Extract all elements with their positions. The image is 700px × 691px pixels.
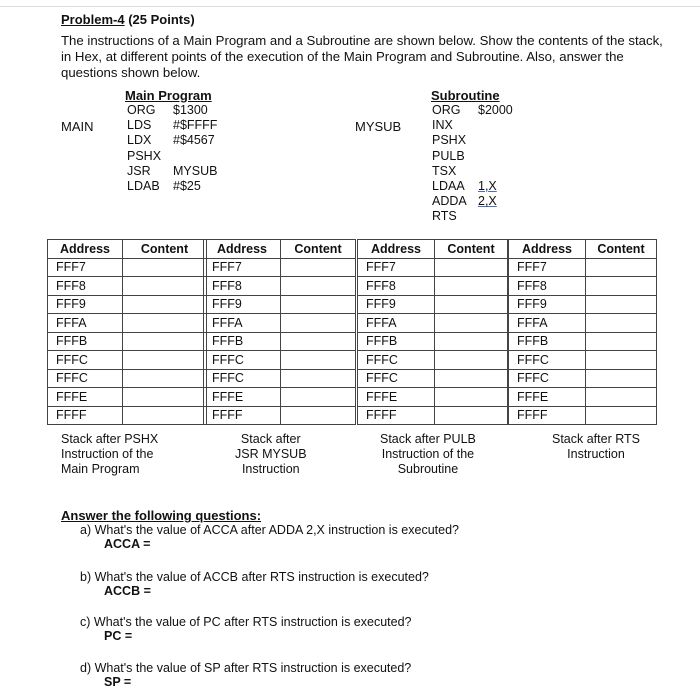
stack-table (47, 239, 207, 425)
table-row (509, 369, 657, 388)
subroutine-code (432, 103, 513, 225)
content-header: Content (435, 240, 508, 259)
answer-field[interactable]: PC = (104, 629, 133, 643)
content-cell[interactable] (586, 295, 657, 314)
address-cell: FFFA (48, 314, 123, 333)
table-row (204, 314, 356, 333)
address-cell: FFF7 (48, 258, 123, 277)
question-letter: c) (80, 615, 94, 629)
content-cell[interactable] (281, 258, 356, 277)
code-line (127, 179, 217, 194)
code-line (127, 149, 217, 164)
table-row (48, 369, 207, 388)
caption-line: Stack after (240, 432, 301, 446)
table-caption (235, 432, 307, 477)
caption-line: Instruction of the (61, 447, 154, 461)
table-row (48, 332, 207, 351)
address-cell: FFFF (48, 406, 123, 425)
opcode: ORG (127, 103, 156, 117)
opcode: ADDA (432, 194, 467, 209)
address-cell: FFFA (204, 314, 281, 333)
answer-field[interactable]: SP = (104, 675, 132, 689)
address-cell: FFFC (48, 369, 123, 388)
opcode: LDX (127, 133, 152, 148)
address-cell: FFF9 (204, 295, 281, 314)
table-row (358, 258, 508, 277)
content-cell[interactable] (586, 369, 657, 388)
operand: #$4567 (173, 133, 215, 148)
subroutine-label: MYSUB (355, 119, 402, 134)
content-cell[interactable] (435, 332, 508, 351)
address-header: Address (509, 240, 586, 259)
address-cell: FFFE (509, 388, 586, 407)
table-row (509, 314, 657, 333)
content-cell[interactable] (435, 351, 508, 370)
code-line (127, 133, 217, 148)
table-row (358, 388, 508, 407)
content-cell[interactable] (435, 369, 508, 388)
caption-line: Stack after PSHX (61, 432, 159, 446)
table-row (358, 406, 508, 425)
content-cell[interactable] (123, 277, 207, 296)
address-cell: FFFE (204, 388, 281, 407)
address-cell: FFFC (509, 351, 586, 370)
operand: #$FFFF (173, 118, 218, 133)
address-cell: FFFC (509, 369, 586, 388)
content-cell[interactable] (435, 388, 508, 407)
stack-table (357, 239, 508, 425)
opcode: PSHX (432, 133, 467, 148)
address-cell: FFFB (48, 332, 123, 351)
question-text: What's the value of ACCA after ADDA 2,X instruction is executed? (94, 523, 459, 537)
table-row (48, 258, 207, 277)
table-row (48, 277, 207, 296)
caption-line: Main Program (61, 462, 140, 476)
problem-title (61, 12, 195, 27)
table-row (358, 314, 508, 333)
table-row (204, 258, 356, 277)
code-line (127, 103, 217, 118)
content-cell[interactable] (586, 351, 657, 370)
code-line (127, 118, 217, 133)
content-cell[interactable] (281, 277, 356, 296)
main-program-heading: Main Program (125, 88, 212, 103)
caption-line: Subroutine (397, 462, 459, 476)
content-cell[interactable] (123, 369, 207, 388)
stack-table (508, 239, 657, 425)
table-row (48, 388, 207, 407)
opcode: PSHX (127, 148, 162, 163)
content-cell[interactable] (586, 258, 657, 277)
intro-text: The instructions of a Main Program and a Subroutine are shown below. Show the contents of the stack, in Hex, at different points of the execution of the Main Program and Subroutine. Also, answer the questions shown below. (61, 33, 663, 80)
operand: $1300 (173, 103, 208, 117)
content-cell[interactable] (586, 277, 657, 296)
question-letter: b) (80, 570, 95, 584)
address-cell: FFFE (358, 388, 435, 407)
address-cell: FFFB (358, 332, 435, 351)
opcode: LDAB (127, 179, 160, 194)
content-cell[interactable] (281, 369, 356, 388)
table-row (509, 295, 657, 314)
subroutine-heading: Subroutine (431, 88, 500, 103)
content-cell[interactable] (586, 388, 657, 407)
table-row (358, 295, 508, 314)
content-cell[interactable] (435, 258, 508, 277)
address-cell: FFFF (509, 406, 586, 425)
answer-field[interactable]: ACCA = (104, 537, 151, 551)
main-program-code (127, 103, 217, 194)
table-caption (380, 432, 476, 477)
table-row (509, 332, 657, 351)
address-cell: FFFF (358, 406, 435, 425)
operand: 2,X (478, 194, 497, 209)
address-cell: FFFB (204, 332, 281, 351)
table-row (204, 295, 356, 314)
answer-field[interactable]: ACCB = (104, 584, 151, 598)
content-cell[interactable] (435, 406, 508, 425)
content-cell[interactable] (435, 295, 508, 314)
opcode: INX (432, 118, 453, 133)
opcode: JSR (127, 163, 151, 178)
table-row (204, 332, 356, 351)
content-cell[interactable] (281, 332, 356, 351)
question-text: What's the value of ACCB after RTS instruction is executed? (94, 570, 429, 584)
address-cell: FFFC (204, 351, 281, 370)
content-cell[interactable] (281, 351, 356, 370)
question-b (80, 570, 429, 598)
content-cell[interactable] (123, 351, 207, 370)
table-caption (61, 432, 158, 477)
code-line (432, 149, 513, 164)
table-row (509, 277, 657, 296)
table-row (509, 258, 657, 277)
table-row (509, 406, 657, 425)
table-row (204, 388, 356, 407)
opcode: LDS (127, 118, 152, 133)
operand: $2000 (478, 103, 513, 117)
content-cell[interactable] (123, 406, 207, 425)
address-cell: FFF9 (48, 295, 123, 314)
table-row (204, 277, 356, 296)
question-d (80, 661, 411, 689)
code-line (127, 164, 217, 179)
code-line (432, 164, 513, 179)
content-cell[interactable] (586, 314, 657, 333)
opcode: PULB (432, 148, 465, 163)
opcode: LDAA (432, 179, 465, 194)
caption-line: Stack after PULB (380, 432, 476, 446)
caption-line: Instruction (241, 462, 300, 476)
content-cell[interactable] (123, 258, 207, 277)
content-cell[interactable] (586, 332, 657, 351)
address-cell: FFF7 (204, 258, 281, 277)
address-header: Address (358, 240, 435, 259)
content-cell[interactable] (281, 314, 356, 333)
problem-points: (25 Points) (128, 12, 195, 27)
table-row (358, 277, 508, 296)
table-row (48, 351, 207, 370)
table-row (358, 369, 508, 388)
table-row (509, 351, 657, 370)
caption-line: Instruction of the (381, 447, 475, 461)
opcode: RTS (432, 209, 457, 224)
caption-line: Stack after RTS (552, 432, 640, 446)
address-cell: FFF7 (509, 258, 586, 277)
content-header: Content (123, 240, 207, 259)
address-cell: FFFE (48, 388, 123, 407)
content-cell[interactable] (435, 314, 508, 333)
code-line (432, 209, 513, 224)
code-line (432, 103, 513, 118)
code-line (432, 118, 513, 133)
content-cell[interactable] (123, 314, 207, 333)
opcode: ORG (432, 103, 461, 117)
question-letter: d) (80, 661, 95, 675)
address-cell: FFF8 (48, 277, 123, 296)
opcode: TSX (432, 163, 457, 178)
content-cell[interactable] (281, 295, 356, 314)
table-row (358, 351, 508, 370)
code-line (432, 194, 513, 209)
operand: 1,X (478, 179, 497, 194)
table-row (48, 314, 207, 333)
table-row (358, 332, 508, 351)
question-c (80, 615, 411, 643)
question-text: What's the value of SP after RTS instruction is executed? (94, 661, 412, 675)
question-letter: a) (80, 523, 95, 537)
divider (0, 6, 700, 7)
content-header: Content (281, 240, 356, 259)
caption-line: Instruction (567, 447, 625, 461)
table-caption (552, 432, 640, 462)
address-cell: FFFF (204, 406, 281, 425)
content-cell[interactable] (586, 406, 657, 425)
caption-line: JSR MYSUB (235, 447, 307, 461)
content-cell[interactable] (123, 332, 207, 351)
stack-table (203, 239, 356, 425)
content-cell[interactable] (281, 388, 356, 407)
address-cell: FFFC (358, 351, 435, 370)
address-cell: FFF8 (509, 277, 586, 296)
content-cell[interactable] (123, 388, 207, 407)
table-row (48, 406, 207, 425)
address-cell: FFF8 (204, 277, 281, 296)
table-row (204, 369, 356, 388)
address-header: Address (48, 240, 123, 259)
question-a (80, 523, 459, 551)
main-label: MAIN (61, 119, 94, 134)
problem-number: Problem-4 (61, 12, 125, 27)
table-row (204, 351, 356, 370)
address-cell: FFFC (358, 369, 435, 388)
content-cell[interactable] (123, 295, 207, 314)
address-cell: FFFC (48, 351, 123, 370)
table-row (204, 406, 356, 425)
table-row (48, 295, 207, 314)
address-cell: FFFA (358, 314, 435, 333)
content-cell[interactable] (281, 406, 356, 425)
address-cell: FFFB (509, 332, 586, 351)
code-line (432, 133, 513, 148)
address-header: Address (204, 240, 281, 259)
code-line (432, 179, 513, 194)
address-cell: FFF9 (358, 295, 435, 314)
address-cell: FFFC (204, 369, 281, 388)
address-cell: FFFA (509, 314, 586, 333)
address-cell: FFF8 (358, 277, 435, 296)
operand: #$25 (173, 179, 201, 194)
address-cell: FFF9 (509, 295, 586, 314)
operand: MYSUB (173, 163, 218, 178)
address-cell: FFF7 (358, 258, 435, 277)
table-row (509, 388, 657, 407)
content-header: Content (586, 240, 657, 259)
content-cell[interactable] (435, 277, 508, 296)
question-text: What's the value of PC after RTS instruction is executed? (93, 615, 412, 629)
questions-heading: Answer the following questions: (61, 508, 262, 523)
